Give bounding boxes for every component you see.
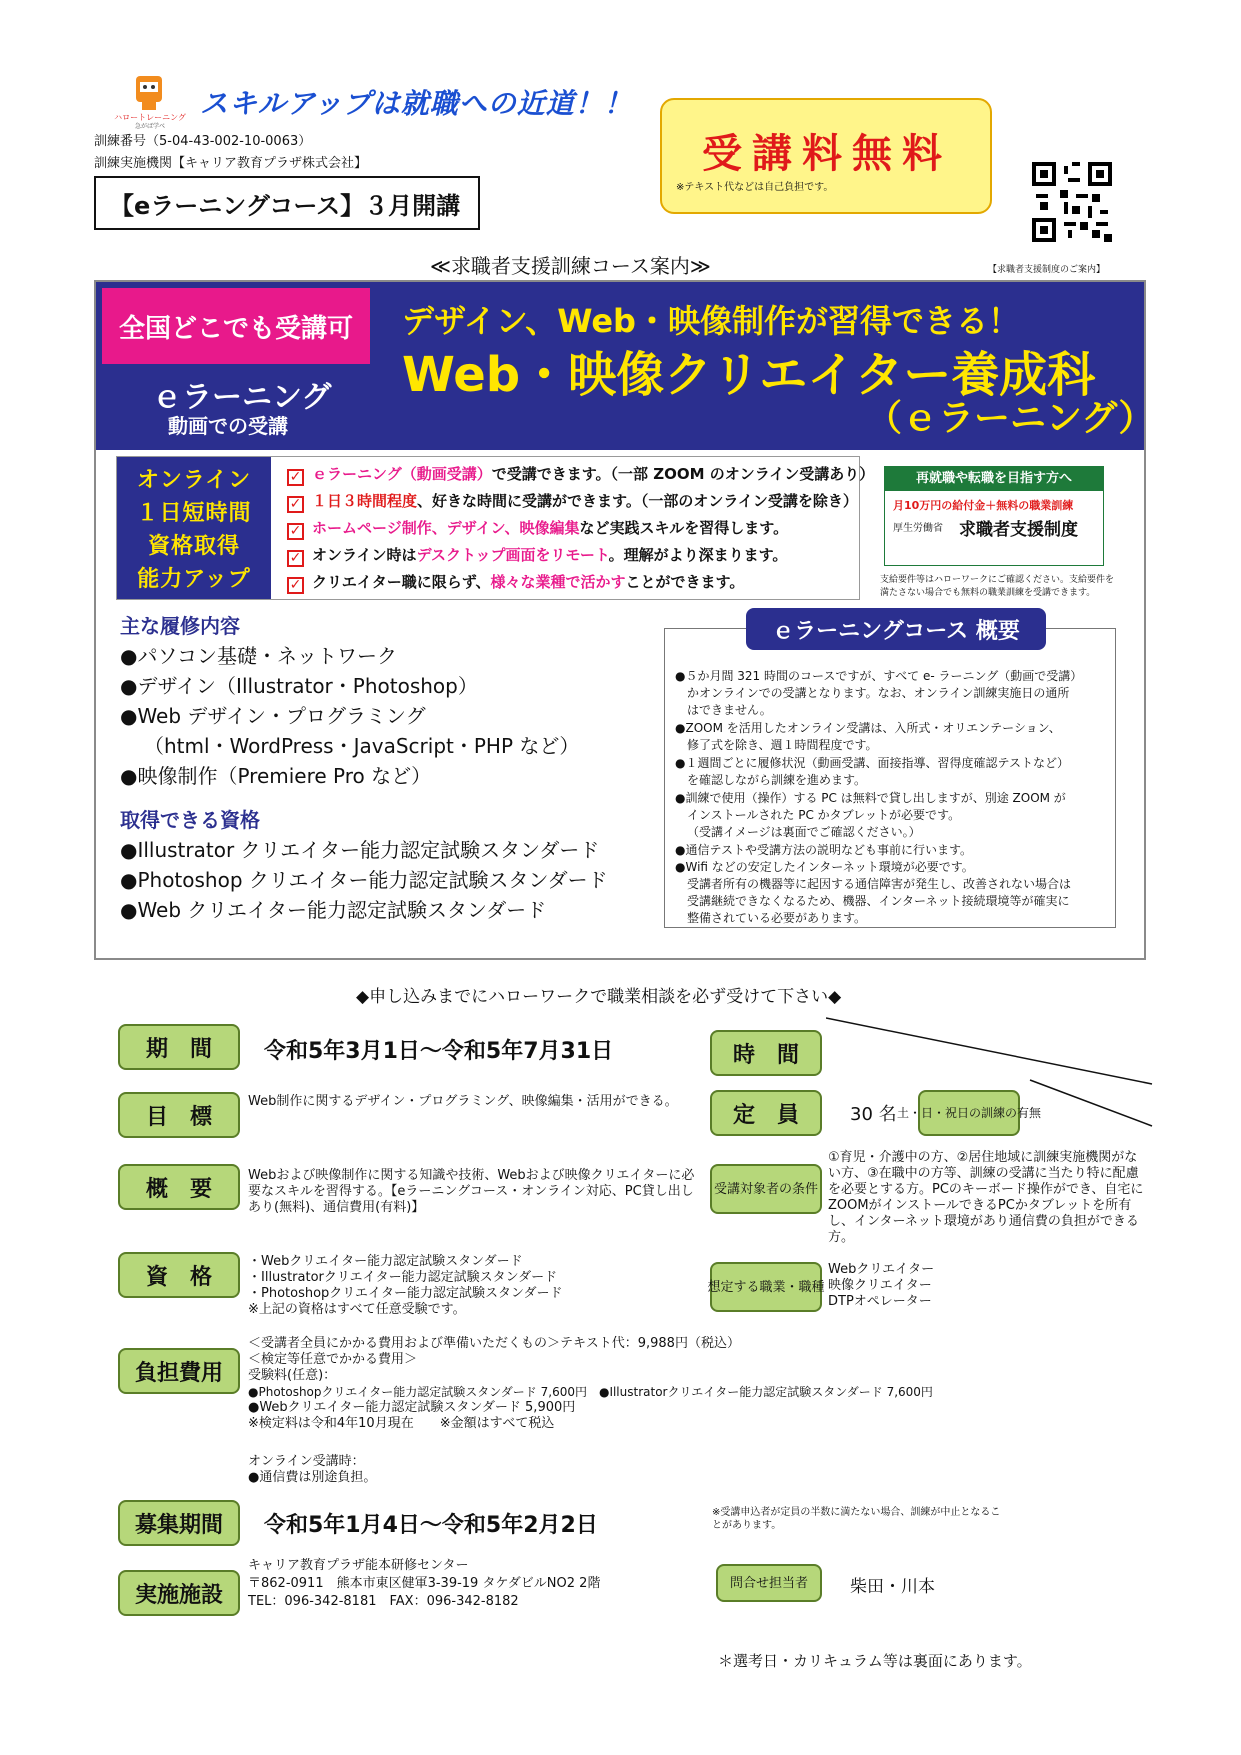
period-value: 令和5年3月1日～令和5年7月31日 bbox=[264, 1039, 614, 1064]
period-label: 期 間 bbox=[118, 1024, 240, 1070]
goal-label: 目 標 bbox=[118, 1092, 240, 1138]
footer-note: ＊選考日・カリキュラム等は裏面にあります。 bbox=[718, 1652, 1032, 1670]
conditions-value: ①育児・介護中の方、②居住地域に訓練実施機関がない方、③在職中の方等、訓練の受講に当たり特に配慮を必要とする方。PCのキーボード操作ができ、自宅にZOOMがインストールできるPCかタブレットを所有し、インターネット環境があり通信費の負担ができる方。 bbox=[828, 1150, 1144, 1245]
overview-line: ●５か月間 321 時間のコースですが、すべて e- ラーニング（動画で受講） bbox=[675, 669, 1083, 683]
free-tuition-box bbox=[660, 98, 992, 214]
checkbox-icon: ✓ bbox=[287, 550, 304, 567]
overview-line: 修了式を除き、週１時間程度です。 bbox=[687, 738, 878, 752]
recruit-note: ※受講申込者が定員の半数に満たない場合、訓練が中止となることがあります。 bbox=[712, 1507, 1001, 1531]
svg-text:急がば学べ: 急がば学べ bbox=[134, 123, 166, 130]
headline: スキルアップは就職への近道！！ bbox=[200, 87, 633, 120]
job-item: Webクリエイター bbox=[828, 1262, 935, 1277]
feature-item: ✓ クリエイター職に限らず、様々な業種で活かすことができます。 bbox=[287, 571, 744, 594]
recruit-label: 募集期間 bbox=[118, 1500, 240, 1546]
free-title: 受講料無料 bbox=[702, 131, 952, 177]
qr-caption: 【求職者支援制度のご案内】 bbox=[988, 265, 1106, 275]
support-system-name: 求職者支援制度 bbox=[959, 520, 1078, 540]
feature-tag: オンライン bbox=[136, 468, 252, 493]
capacity-label: 定 員 bbox=[710, 1090, 822, 1136]
cost-line: ＜検定等任意でかかる費用＞ bbox=[248, 1352, 418, 1367]
cost-label: 負担費用 bbox=[118, 1348, 240, 1394]
elearning-sub: 動画での受講 bbox=[168, 414, 288, 438]
contact-value: 柴田・川本 bbox=[850, 1577, 935, 1597]
facility-label: 実施施設 bbox=[118, 1570, 240, 1616]
hello-training-logo bbox=[112, 74, 188, 130]
cost-line: ＜受講者全員にかかる費用および準備いただくもの＞テキスト代：9,988円（税込） bbox=[248, 1336, 740, 1351]
overview-line: ●１週間ごとに履修状況（動画受講、面接指導、習得度確認テストなど） bbox=[675, 756, 1069, 770]
weekend-label: 土・日・祝日の訓練の有無 bbox=[918, 1090, 1020, 1136]
feature-item: ✓ ホームページ制作、デザイン、映像編集など実践スキルを習得します。 bbox=[287, 517, 788, 540]
job-item: 映像クリエイター bbox=[828, 1278, 932, 1293]
summary-value: Webおよび映像制作に関する知識や技術、Webおよび映像クリエイターに必要なスキルを習得する。【eラーニングコース・オンライン対応、PC貸し出しあり(無料)、通信費用(有料)】 bbox=[248, 1168, 695, 1215]
curriculum-item: ●Web デザイン・プログラミング bbox=[120, 704, 426, 728]
banner-subtitle: デザイン、Web・映像制作が習得できる！ bbox=[402, 302, 1020, 340]
qual-line: ・Illustratorクリエイター能力認定試験スタンダード bbox=[248, 1270, 558, 1285]
ministry-label: 厚生労働省 bbox=[893, 523, 943, 534]
feature-item: ✓ ｅラーニング（動画受講）で受講できます。（一部 ZOOM のオンライン受講あり） bbox=[287, 463, 874, 486]
jobs-label: 想定する職業・職種 bbox=[710, 1262, 822, 1312]
goal-value: Web制作に関するデザイン・プログラミング、映像編集・活用ができる。 bbox=[248, 1094, 678, 1109]
qualification-label: 資 格 bbox=[118, 1252, 240, 1298]
feature-tag: 能力アップ bbox=[137, 567, 251, 592]
feature-tag: １日短時間 bbox=[136, 501, 252, 526]
overview-line: （受講イメージは裏面でご確認ください。） bbox=[687, 825, 921, 839]
job-item: DTPオペレーター bbox=[828, 1294, 932, 1309]
overview-line: を確認しながら訓練を進めます。 bbox=[687, 773, 867, 787]
overview-box bbox=[664, 628, 1116, 928]
support-note: 支給要件等はハローワークにご確認ください。支給要件を満たさない場合でも無料の職業訓練を受講できます。 bbox=[880, 575, 1115, 598]
capacity-value: 30 名 bbox=[850, 1104, 897, 1125]
qualification-item: ●Web クリエイター能力認定試験スタンダード bbox=[120, 898, 547, 922]
checkbox-icon: ✓ bbox=[287, 469, 304, 486]
cost-line: ※検定料は令和4年10月現在 ※金額はすべて税込 bbox=[248, 1416, 555, 1431]
feature-item: ✓ オンライン時はデスクトップ画面をリモート。理解がより深まります。 bbox=[287, 544, 787, 567]
curriculum-item: ●デザイン（Illustrator・Photoshop） bbox=[120, 674, 478, 698]
svg-text:ハロートレーニング: ハロートレーニング bbox=[114, 113, 186, 122]
course-title: Web・映像クリエイター養成科 bbox=[402, 347, 1096, 403]
facility-line: TEL：096-342-8181 FAX：096-342-8182 bbox=[248, 1594, 519, 1609]
support-system-box bbox=[884, 466, 1104, 566]
organizer: 訓練実施機関【キャリア教育プラザ株式会社】 bbox=[94, 156, 368, 171]
course-title-sub: （ｅラーニング） bbox=[866, 398, 1155, 439]
summary-label: 概 要 bbox=[118, 1164, 240, 1210]
anywhere-badge: 全国どこでも受講可 bbox=[102, 288, 370, 364]
free-note: ※テキスト代などは自己負担です。 bbox=[676, 182, 834, 193]
cost-line: オンライン受講時： bbox=[248, 1454, 365, 1469]
feature-tags bbox=[117, 457, 271, 599]
cost-line: ●Webクリエイター能力認定試験スタンダード 5,900円 bbox=[248, 1400, 576, 1415]
facility-line: キャリア教育プラザ能本研修センター bbox=[248, 1558, 469, 1573]
elearning-label: ｅラーニング bbox=[152, 380, 332, 415]
consultation-notice: ◆申し込みまでにハローワークで職業相談を必ず受けて下さい◆ bbox=[356, 987, 842, 1007]
overview-line: ●訓練で使用（操作）する PC は無料で貸し出しますが、別途 ZOOM が bbox=[675, 791, 1066, 805]
checkbox-icon: ✓ bbox=[287, 577, 304, 594]
feature-list bbox=[116, 456, 875, 600]
cost-line: ●通信費は別途負担。 bbox=[248, 1470, 377, 1485]
recruit-value: 令和5年1月4日～令和5年2月2日 bbox=[264, 1513, 598, 1538]
overview-line: ●Wifi などの安定したインターネット環境が必要です。 bbox=[675, 860, 974, 874]
facility-line: 〒862-0911 熊本市東区健軍3-39-19 タケダビルNO2 2階 bbox=[248, 1576, 601, 1591]
cost-line: ●Photoshopクリエイター能力認定試験スタンダード 7,600円 ●Illustratorクリエイター能力認定試験スタンダード 7,600円 bbox=[248, 1385, 933, 1399]
guide-title: ≪求職者支援訓練コース案内≫ bbox=[430, 254, 711, 278]
overview-title: ｅラーニングコース 概要 bbox=[746, 608, 1046, 650]
checkbox-icon: ✓ bbox=[287, 496, 304, 513]
feature-tag: 資格取得 bbox=[147, 534, 240, 559]
curriculum-item: ●パソコン基礎・ネットワーク bbox=[120, 644, 398, 668]
curriculum-heading: 主な履修内容 bbox=[120, 614, 240, 638]
course-label: 【eラーニングコース】３月開講 bbox=[94, 176, 480, 230]
time-label: 時 間 bbox=[710, 1030, 822, 1076]
qr-code-icon[interactable] bbox=[1032, 162, 1112, 242]
conditions-label: 受講対象者の条件 bbox=[710, 1164, 822, 1214]
qualification-item: ●Illustrator クリエイター能力認定試験スタンダード bbox=[120, 838, 600, 862]
overview-line: かオンラインでの受講となります。なお、オンライン訓練実施日の通所 bbox=[687, 686, 1070, 700]
overview-line: 受講継続できなくなるため、機器、インターネット接続環境等が確実に bbox=[687, 894, 1070, 908]
qualification-item: ●Photoshop クリエイター能力認定試験スタンダード bbox=[120, 868, 608, 892]
overview-line: ●通信テストや受講方法の説明なども事前に行います。 bbox=[675, 843, 973, 857]
feature-item: ✓ １日３時間程度、好きな時間に受講ができます。（一部のオンライン受講を除き） bbox=[287, 490, 858, 513]
course-banner bbox=[94, 280, 1155, 960]
overview-line: 受講者所有の機器等に起因する通信障害が発生し、改善されない場合は bbox=[687, 877, 1072, 891]
overview-line: 整備されている必要があります。 bbox=[687, 911, 867, 925]
support-benefit: 月10万円の給付金＋無料の職業訓練 bbox=[893, 499, 1074, 512]
support-head: 再就職や転職を目指す方へ bbox=[885, 467, 1103, 491]
curriculum-item: （html・WordPress・JavaScript・PHP など） bbox=[144, 734, 580, 758]
cost-line: 受験料(任意)： bbox=[248, 1368, 337, 1383]
contact-label: 問合せ担当者 bbox=[716, 1564, 822, 1602]
qualifications-heading: 取得できる資格 bbox=[120, 808, 260, 832]
overview-line: インストールされた PC かタブレットが必要です。 bbox=[687, 808, 961, 822]
checkbox-icon: ✓ bbox=[287, 523, 304, 540]
qual-line: ・Photoshopクリエイター能力認定試験スタンダード bbox=[248, 1286, 563, 1301]
overview-line: ●ZOOM を活用したオンライン受講は、入所式・オリエンテーション、 bbox=[675, 721, 1061, 735]
banner-header bbox=[96, 282, 1155, 450]
qual-line: ※上記の資格はすべて任意受験です。 bbox=[248, 1302, 466, 1317]
training-number: 訓練番号（5-04-43-002-10-0063） bbox=[94, 134, 312, 149]
curriculum-item: ●映像制作（Premiere Pro など） bbox=[120, 764, 432, 788]
qual-line: ・Webクリエイター能力認定試験スタンダード bbox=[248, 1254, 523, 1269]
overview-line: はできません。 bbox=[687, 703, 772, 717]
